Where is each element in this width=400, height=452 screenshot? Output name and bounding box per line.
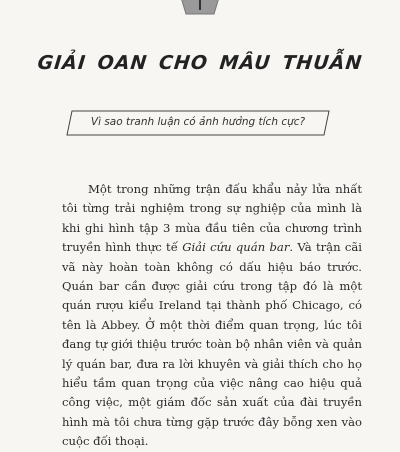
body-text-part-2: . Và trận cãi vã này hoàn toàn không có dấu hiệu báo trước. Quán bar cần được giải cứu trong tập đó là một quán rượu kiểu Ireland tại thành phố Chicago, có tên là Abbey. Ở một thời điểm quan trọng, lúc tôi đang tự giới thiệu trước toàn bộ nhân viên và quản lý quán bar, đưa ra lời khuyên và giải thích cho họ hiểu tầm quan trọng của việc nâng cao hiệu quả công việc, một giám đốc sản xuất của đài truyền hình mà tôi chưa từng gặp trước đây bỗng xen vào cuộc đối thoại. bbox=[62, 240, 363, 449]
body-text-part-1: Một trong những trận đấu khẩu nảy lửa nhất tôi từng trải nghiệm trong sự nghiệp của mình là khi ghi hình tập 3 mùa đầu tiên của chương trình truyền hình thực tế bbox=[62, 182, 362, 255]
chapter-title: GIẢI OAN CHO MÂU THUẪN bbox=[36, 52, 364, 74]
chapter-subtitle-box bbox=[66, 110, 330, 136]
show-name: Giải cứu quán bar bbox=[182, 240, 290, 255]
chapter-ornament-icon bbox=[178, 0, 222, 16]
body-paragraph bbox=[62, 180, 362, 452]
body-text bbox=[62, 180, 362, 452]
chapter-subtitle: Vì sao tranh luận có ảnh hưởng tích cực? bbox=[90, 116, 306, 128]
